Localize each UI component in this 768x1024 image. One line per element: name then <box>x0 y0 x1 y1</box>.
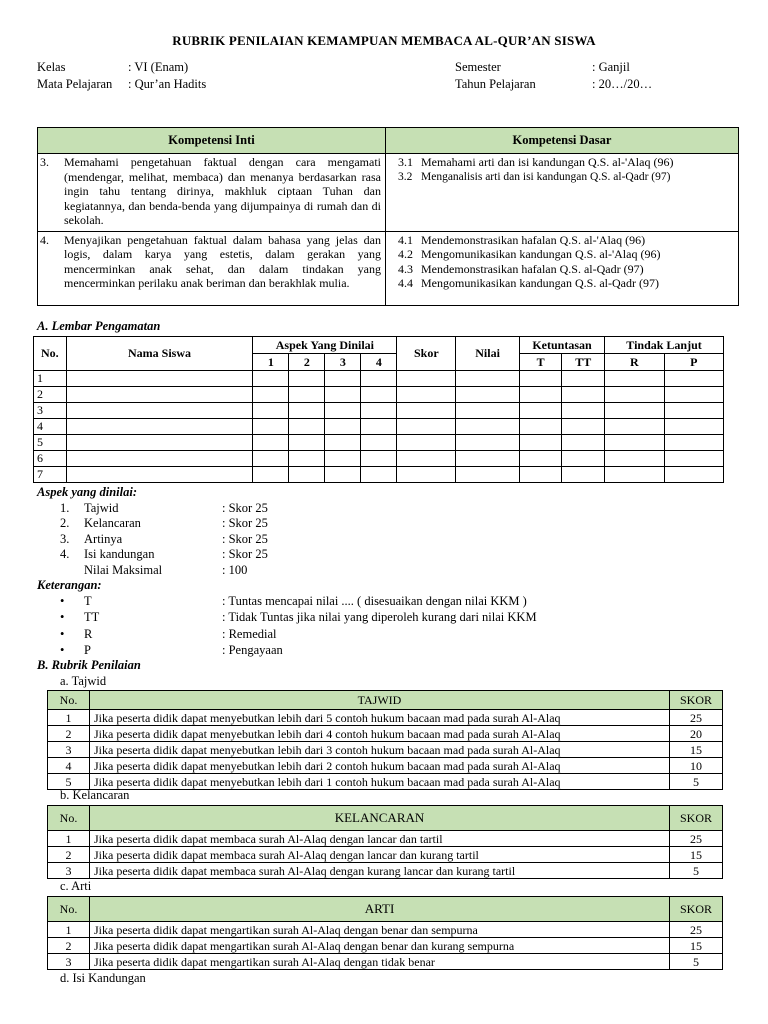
observation-row <box>34 371 724 387</box>
empty-cell <box>289 419 325 435</box>
empty-cell <box>361 403 397 419</box>
empty-cell <box>562 435 605 451</box>
aspek-label: Kelancaran <box>84 516 141 530</box>
row-number: 6 <box>34 451 67 467</box>
rubric-skor: 25 <box>670 831 723 847</box>
empty-cell <box>456 467 520 483</box>
empty-cell <box>66 387 253 403</box>
semester-value: : Ganjil <box>592 60 630 74</box>
rubric-no: 3 <box>48 954 90 970</box>
rubric-no: 1 <box>48 831 90 847</box>
aspek-value: : Skor 25 <box>222 532 268 546</box>
rubric-skor: 5 <box>670 774 723 790</box>
rubric-header: TAJWID <box>90 691 670 710</box>
rubric-no: 3 <box>48 863 90 879</box>
rubric-criteria: Jika peserta didik dapat menyebutkan lebih dari 4 contoh hukum bacaan mad pada surah Al-Alaq <box>90 726 670 742</box>
rubric-no: 5 <box>48 774 90 790</box>
empty-cell <box>253 371 289 387</box>
kelas-label: Kelas <box>37 60 66 74</box>
observation-row <box>34 435 724 451</box>
kd-header: Kompetensi Dasar <box>386 128 739 154</box>
observation-table <box>33 336 724 483</box>
mapel-label: Mata Pelajaran <box>37 77 113 91</box>
rubric-criteria: Jika peserta didik dapat mengartikan surah Al-Alaq dengan benar dan sempurna <box>90 922 670 938</box>
empty-cell <box>519 387 562 403</box>
rubric-no-header: No. <box>48 806 90 831</box>
empty-cell <box>562 451 605 467</box>
empty-cell <box>664 403 723 419</box>
empty-cell <box>664 387 723 403</box>
rubric-criteria: Jika peserta didik dapat mengartikan surah Al-Alaq dengan benar dan kurang sempurna <box>90 938 670 954</box>
empty-cell <box>361 371 397 387</box>
section-a-heading: A. Lembar Pengamatan <box>37 319 161 333</box>
kd-cell-3 <box>386 154 739 232</box>
col-ketuntasan: Ketuntasan <box>519 337 604 354</box>
empty-cell <box>361 435 397 451</box>
col-tindak: Tindak Lanjut <box>605 337 724 354</box>
empty-cell <box>325 371 361 387</box>
rubric-skor-header: SKOR <box>670 691 723 710</box>
aspek-num: 4. <box>60 547 70 561</box>
row-number: 4 <box>34 419 67 435</box>
empty-cell <box>519 419 562 435</box>
ki-cell-3 <box>38 154 386 232</box>
aspek-num: 2. <box>60 516 70 530</box>
row-number: 3 <box>34 403 67 419</box>
rubric-row <box>48 954 723 970</box>
empty-cell <box>325 403 361 419</box>
rubric-criteria: Jika peserta didik dapat membaca surah Al-Alaq dengan kurang lancar dan kurang tartil <box>90 863 670 879</box>
col-no: No. <box>34 337 67 371</box>
empty-cell <box>605 387 664 403</box>
empty-cell <box>361 419 397 435</box>
rubric-row <box>48 938 723 954</box>
empty-cell <box>562 371 605 387</box>
aspek-label: Artinya <box>84 532 123 546</box>
empty-cell <box>519 371 562 387</box>
ki-cell-4 <box>38 231 386 305</box>
empty-cell <box>66 435 253 451</box>
rubric-table-arti <box>47 896 723 970</box>
empty-cell <box>456 371 520 387</box>
semester-label: Semester <box>455 60 501 74</box>
rubric-sub-tajwid: a. Tajwid <box>60 674 107 688</box>
kd-item: 4.3 Mendemonstrasikan hafalan Q.S. al-Qadr (97) <box>398 261 644 276</box>
empty-cell <box>397 371 456 387</box>
aspek-col: 1 <box>253 354 289 371</box>
rubric-table-tajwid <box>47 690 723 790</box>
empty-cell <box>66 403 253 419</box>
empty-cell <box>456 451 520 467</box>
rubric-skor: 5 <box>670 954 723 970</box>
aspek-col: 4 <box>361 354 397 371</box>
empty-cell <box>605 371 664 387</box>
empty-cell <box>253 419 289 435</box>
aspek-label: Nilai Maksimal <box>84 563 163 577</box>
mapel-value: : Qur’an Hadits <box>128 77 207 91</box>
rubric-table-kelancaran <box>47 805 723 879</box>
aspek-col: 2 <box>289 354 325 371</box>
kd-item: 3.1 Memahami arti dan isi kandungan Q.S. al-'Alaq (96) <box>398 155 674 169</box>
section-b-heading: B. Rubrik Penilaian <box>37 658 141 672</box>
rubric-no: 4 <box>48 758 90 774</box>
rubric-criteria: Jika peserta didik dapat menyebutkan lebih dari 1 contoh hukum bacaan mad pada surah Al-Alaq <box>90 774 670 790</box>
empty-cell <box>361 467 397 483</box>
keterangan-heading: Keterangan: <box>37 578 102 592</box>
aspek-col: 3 <box>325 354 361 371</box>
keterangan-label: T <box>84 594 92 608</box>
kelas-value: : VI (Enam) <box>128 60 189 74</box>
rubric-row <box>48 831 723 847</box>
observation-row <box>34 387 724 403</box>
empty-cell <box>66 467 253 483</box>
empty-cell <box>289 435 325 451</box>
ki-text: Memahami pengetahuan faktual dengan cara mengamati (mendengar, melihat, membaca) dan menanya berdasarkan rasa ingin tahu tentang dirinya, makhluk ciptaan Tuhan dan kegiatannya, dan benda-benda yang dijumpainya di rumah dan di sekolah. <box>64 155 381 227</box>
empty-cell <box>456 387 520 403</box>
rubric-row <box>48 726 723 742</box>
empty-cell <box>605 467 664 483</box>
kd-item: 4.1 Mendemonstrasikan hafalan Q.S. al-'Alaq (96) <box>398 232 646 247</box>
rubric-header: KELANCARAN <box>90 806 670 831</box>
tahun-label: Tahun Pelajaran <box>455 77 536 91</box>
empty-cell <box>664 467 723 483</box>
rubric-no: 3 <box>48 742 90 758</box>
keterangan-label: P <box>84 643 91 657</box>
rubric-skor: 15 <box>670 742 723 758</box>
col-nama: Nama Siswa <box>66 337 253 371</box>
empty-cell <box>253 451 289 467</box>
empty-cell <box>289 403 325 419</box>
rubric-no: 2 <box>48 847 90 863</box>
tahun-value: : 20…/20… <box>592 77 653 91</box>
kd-item: 4.4 Mengomunikasikan kandungan Q.S. al-Qadr (97) <box>398 276 659 290</box>
kd-cell-4 <box>386 231 739 305</box>
rubric-skor: 15 <box>670 847 723 863</box>
empty-cell <box>519 467 562 483</box>
ki-number: 4. <box>40 232 49 247</box>
empty-cell <box>397 387 456 403</box>
aspek-label: Isi kandungan <box>84 547 155 561</box>
rubric-criteria: Jika peserta didik dapat mengartikan surah Al-Alaq dengan tidak benar <box>90 954 670 970</box>
empty-cell <box>664 371 723 387</box>
observation-row <box>34 467 724 483</box>
empty-cell <box>289 371 325 387</box>
empty-cell <box>664 451 723 467</box>
tindak-col: R <box>605 354 664 371</box>
rubric-criteria: Jika peserta didik dapat membaca surah Al-Alaq dengan lancar dan tartil <box>90 831 670 847</box>
aspek-heading: Aspek yang dinilai: <box>37 485 138 499</box>
col-aspek: Aspek Yang Dinilai <box>253 337 397 354</box>
rubric-skor: 25 <box>670 710 723 726</box>
empty-cell <box>519 451 562 467</box>
keterangan-value: : Tuntas mencapai nilai .... ( disesuaikan dengan nilai KKM ) <box>222 594 527 608</box>
rubric-skor: 5 <box>670 863 723 879</box>
rubric-skor-header: SKOR <box>670 806 723 831</box>
row-number: 2 <box>34 387 67 403</box>
row-number: 1 <box>34 371 67 387</box>
aspek-num: 1. <box>60 501 70 515</box>
empty-cell <box>397 435 456 451</box>
empty-cell <box>325 467 361 483</box>
bullet-icon: • <box>60 594 65 608</box>
empty-cell <box>605 435 664 451</box>
rubric-no: 1 <box>48 922 90 938</box>
keterangan-value: : Pengayaan <box>222 643 283 657</box>
keterangan-value: : Tidak Tuntas jika nilai yang diperoleh kurang dari nilai KKM <box>222 610 537 624</box>
empty-cell <box>253 435 289 451</box>
ketuntasan-col: TT <box>562 354 605 371</box>
aspek-value: : Skor 25 <box>222 516 268 530</box>
rubric-sub-isi-kandungan: d. Isi Kandungan <box>60 971 146 985</box>
ketuntasan-col: T <box>519 354 562 371</box>
kompetensi-table <box>37 127 739 306</box>
empty-cell <box>456 403 520 419</box>
rubric-row <box>48 774 723 790</box>
keterangan-label: R <box>84 627 93 641</box>
empty-cell <box>605 403 664 419</box>
row-number: 7 <box>34 467 67 483</box>
empty-cell <box>325 451 361 467</box>
ki-header: Kompetensi Inti <box>38 128 386 154</box>
empty-cell <box>456 435 520 451</box>
empty-cell <box>289 387 325 403</box>
keterangan-value: : Remedial <box>222 627 277 641</box>
empty-cell <box>519 403 562 419</box>
col-skor: Skor <box>397 337 456 371</box>
rubric-header: ARTI <box>90 897 670 922</box>
rubric-skor: 20 <box>670 726 723 742</box>
empty-cell <box>361 387 397 403</box>
rubric-row <box>48 710 723 726</box>
empty-cell <box>397 403 456 419</box>
rubric-skor: 15 <box>670 938 723 954</box>
rubric-no: 1 <box>48 710 90 726</box>
empty-cell <box>562 467 605 483</box>
col-nilai: Nilai <box>456 337 520 371</box>
rubric-sub-kelancaran: b. Kelancaran <box>60 788 130 802</box>
tindak-col: P <box>664 354 723 371</box>
rubric-sub-arti: c. Arti <box>60 879 92 893</box>
ki-number: 3. <box>40 155 49 169</box>
empty-cell <box>289 451 325 467</box>
rubric-row <box>48 922 723 938</box>
empty-cell <box>66 419 253 435</box>
empty-cell <box>562 419 605 435</box>
rubric-criteria: Jika peserta didik dapat menyebutkan lebih dari 2 contoh hukum bacaan mad pada surah Al-Alaq <box>90 758 670 774</box>
empty-cell <box>253 467 289 483</box>
kd-item: 4.2 Mengomunikasikan kandungan Q.S. al-'Alaq (96) <box>398 247 661 261</box>
row-number: 5 <box>34 435 67 451</box>
empty-cell <box>562 387 605 403</box>
ki-text: Menyajikan pengetahuan faktual dalam bahasa yang jelas dan logis, dalam karya yang estetis, dalam gerakan yang mencerminkan anak sehat, dan dalam tindakan yang mencerminkan perilaku anak beriman dan berakhlak mulia. <box>64 232 381 290</box>
page-title: RUBRIK PENILAIAN KEMAMPUAN MEMBACA AL-QUR’AN SISWA <box>172 33 596 48</box>
aspek-value: : Skor 25 <box>222 501 268 515</box>
empty-cell <box>397 451 456 467</box>
rubric-no: 2 <box>48 726 90 742</box>
kd-item: 3.2 Menganalisis arti dan isi kandungan Q.S. al-Qadr (97) <box>398 170 671 183</box>
rubric-no-header: No. <box>48 897 90 922</box>
bullet-icon: • <box>60 627 65 641</box>
bullet-icon: • <box>60 643 65 657</box>
empty-cell <box>397 419 456 435</box>
rubric-criteria: Jika peserta didik dapat membaca surah Al-Alaq dengan lancar dan kurang tartil <box>90 847 670 863</box>
empty-cell <box>253 403 289 419</box>
aspek-num: 3. <box>60 532 70 546</box>
rubric-skor-header: SKOR <box>670 897 723 922</box>
rubric-row <box>48 742 723 758</box>
observation-row <box>34 419 724 435</box>
rubric-criteria: Jika peserta didik dapat menyebutkan lebih dari 3 contoh hukum bacaan mad pada surah Al-Alaq <box>90 742 670 758</box>
empty-cell <box>66 371 253 387</box>
empty-cell <box>562 403 605 419</box>
empty-cell <box>253 387 289 403</box>
rubric-skor: 25 <box>670 922 723 938</box>
empty-cell <box>325 387 361 403</box>
empty-cell <box>325 419 361 435</box>
empty-cell <box>664 419 723 435</box>
rubric-no-header: No. <box>48 691 90 710</box>
empty-cell <box>519 435 562 451</box>
empty-cell <box>325 435 361 451</box>
aspek-value: : Skor 25 <box>222 547 268 561</box>
rubric-criteria: Jika peserta didik dapat menyebutkan lebih dari 5 contoh hukum bacaan mad pada surah Al-Alaq <box>90 710 670 726</box>
rubric-no: 2 <box>48 938 90 954</box>
empty-cell <box>456 419 520 435</box>
empty-cell <box>289 467 325 483</box>
empty-cell <box>605 451 664 467</box>
empty-cell <box>664 435 723 451</box>
aspek-label: Tajwid <box>84 501 119 515</box>
empty-cell <box>397 467 456 483</box>
bullet-icon: • <box>60 610 65 624</box>
empty-cell <box>605 419 664 435</box>
aspek-value: : 100 <box>222 563 248 577</box>
keterangan-label: TT <box>84 610 100 624</box>
empty-cell <box>361 451 397 467</box>
rubric-row <box>48 847 723 863</box>
rubric-row <box>48 758 723 774</box>
rubric-skor: 10 <box>670 758 723 774</box>
empty-cell <box>66 451 253 467</box>
rubric-row <box>48 863 723 879</box>
observation-row <box>34 403 724 419</box>
observation-row <box>34 451 724 467</box>
